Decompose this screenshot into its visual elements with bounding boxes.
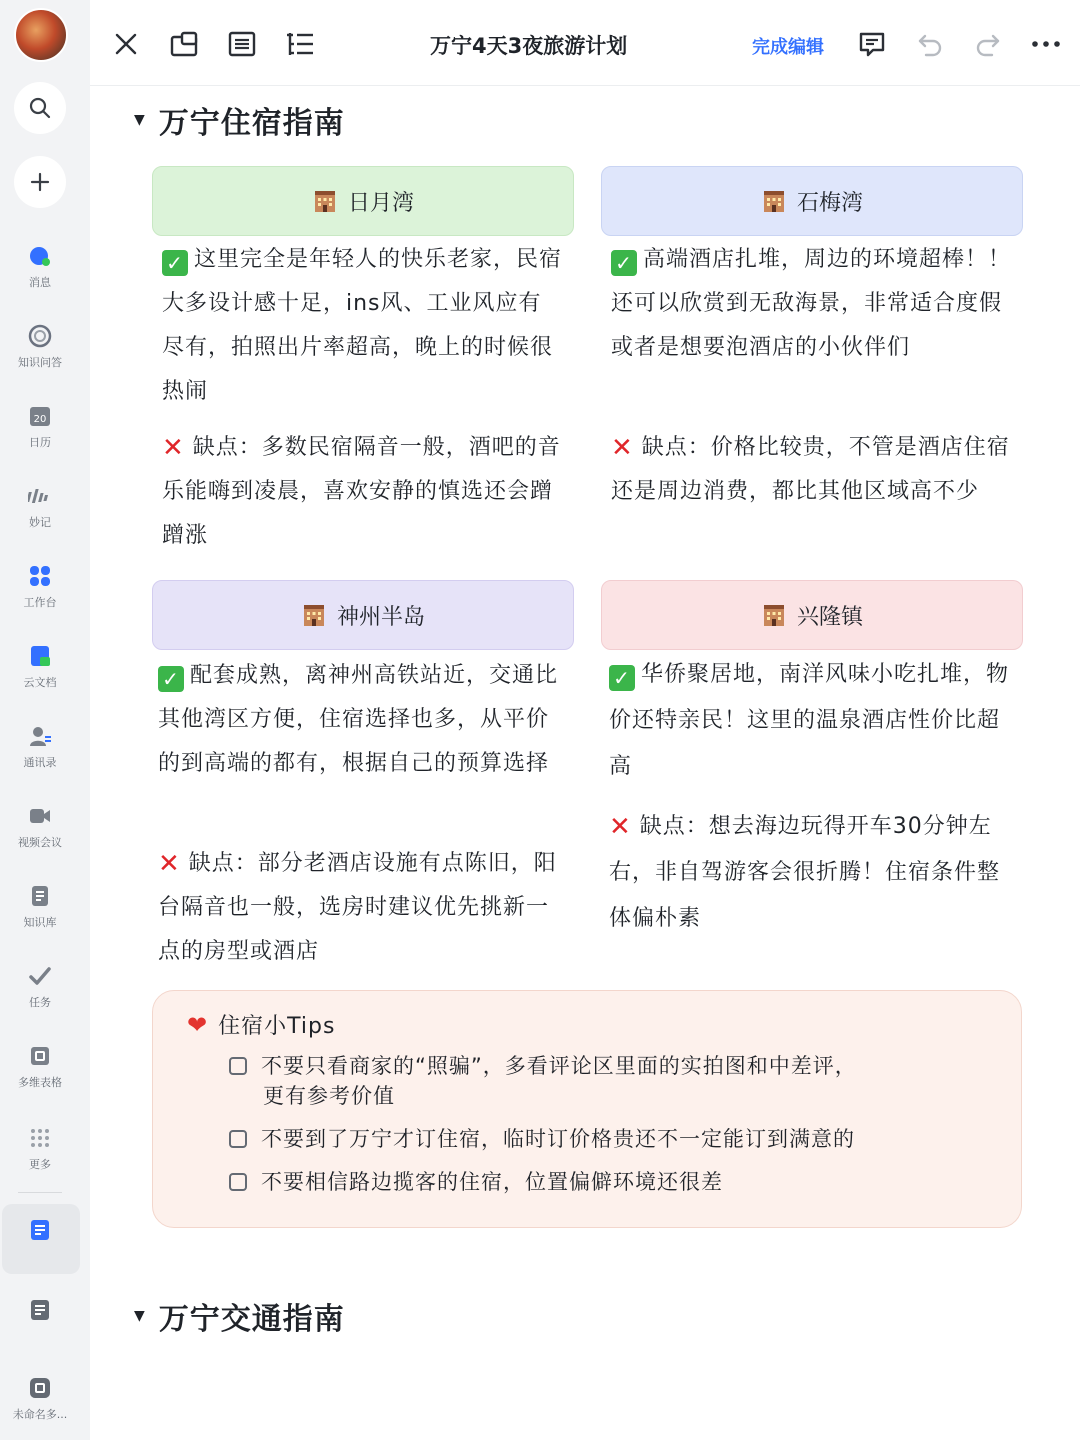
doc-title[interactable]: 万宁4天3夜旅游计划 xyxy=(430,34,628,58)
card-header-xinglongzhen xyxy=(601,580,1023,650)
open-window-button[interactable] xyxy=(168,28,200,60)
sidebar-item-video-meeting[interactable]: 视频会议 xyxy=(0,804,80,850)
check-mark-icon: ✓ xyxy=(158,666,184,692)
svg-text:20: 20 xyxy=(33,414,47,425)
tip-item-continuation: 更有参考价值 xyxy=(263,1084,395,1108)
sidebar-item-cloud-docs[interactable]: 云文档 xyxy=(0,644,80,690)
undo-icon xyxy=(916,30,944,58)
sidebar-item-messages[interactable]: 消息 xyxy=(0,244,80,290)
outline-icon xyxy=(228,30,256,58)
message-icon xyxy=(28,244,52,268)
cross-mark-icon: ✕ xyxy=(162,433,185,463)
card-con-shimeiwan: ✕ 缺点：价格比较贵，不管是酒店住宿还是周边消费，都比其他区域高不少 xyxy=(611,433,1010,504)
card-header-riyuewan xyxy=(152,166,574,236)
sidebar-divider xyxy=(18,1192,62,1193)
task-icon xyxy=(28,964,52,988)
sidebar-item-more[interactable]: 更多 xyxy=(0,1126,80,1172)
calendar-icon xyxy=(28,404,52,428)
hotel-icon xyxy=(312,188,338,214)
more-menu-button[interactable] xyxy=(1030,28,1062,60)
outline-button[interactable] xyxy=(226,28,258,60)
new-window-icon xyxy=(169,30,199,58)
sidebar-item-contacts[interactable]: 通讯录 xyxy=(0,724,80,770)
checkbox[interactable] xyxy=(229,1173,247,1191)
table-of-contents-button[interactable] xyxy=(284,28,316,60)
collapse-triangle-icon[interactable]: ▼ xyxy=(134,1308,145,1324)
tips-title: ❤ 住宿小Tips xyxy=(187,1010,336,1039)
undo-button[interactable] xyxy=(914,28,946,60)
plus-icon xyxy=(29,171,51,193)
section-title: 万宁交通指南 xyxy=(158,1302,345,1337)
checkbox[interactable] xyxy=(229,1057,247,1075)
card-header-shimeiwan xyxy=(601,166,1023,236)
tip-item: 不要到了万宁才订住宿，临时订价格贵还不一定能订到满意的 xyxy=(229,1124,855,1154)
card-con-shenzhoubandao: ✕ 缺点：部分老酒店设施有点陈旧，阳台隔音也一般，选房时建议优先挑新一点的房型或酒店 xyxy=(158,849,557,964)
section-title: 万宁住宿指南 xyxy=(158,106,345,141)
more-horizontal-icon xyxy=(1031,39,1061,49)
done-editing-button[interactable]: 完成编辑 xyxy=(752,37,824,58)
check-mark-icon: ✓ xyxy=(611,250,637,276)
comment-button[interactable] xyxy=(856,28,888,60)
base-icon xyxy=(28,1044,52,1068)
card-title: 神州半岛 xyxy=(336,604,425,630)
sidebar-item-wiki[interactable]: 知识库 xyxy=(0,884,80,930)
comment-icon xyxy=(858,30,886,58)
sidebar-item-base[interactable]: 多维表格 xyxy=(0,1044,80,1090)
heart-icon: ❤ xyxy=(187,1010,209,1039)
sidebar-item-workplace[interactable]: 工作台 xyxy=(0,564,80,610)
hotel-icon xyxy=(761,602,787,628)
contacts-icon xyxy=(28,724,52,748)
doc-icon xyxy=(28,1218,52,1242)
hotel-icon xyxy=(301,602,327,628)
close-icon xyxy=(113,31,139,57)
card-pro-shimeiwan: ✓ 高端酒店扎堆，周边的环境超棒！！还可以欣赏到无敌海景，非常适合度假或者是想要泡酒店的小伙伴们 xyxy=(611,247,1012,360)
sidebar-item-qa[interactable]: 知识问答 xyxy=(0,324,80,370)
video-meeting-icon xyxy=(28,804,52,828)
close-button[interactable] xyxy=(110,28,142,60)
collapse-triangle-icon[interactable]: ▼ xyxy=(134,112,145,128)
card-pro-xinglongzhen: ✓ 华侨聚居地，南洋风味小吃扎堆，物价还特亲民！这里的温泉酒店性价比超高 xyxy=(609,662,1010,779)
sidebar-pinned-doc-1[interactable] xyxy=(0,1218,80,1242)
workplace-icon xyxy=(28,564,52,588)
card-con-xinglongzhen: ✕ 缺点：想去海边玩得开车30分钟左右，非自驾游客会很折腾！住宿条件整体偏朴素 xyxy=(609,812,1001,931)
card-con-riyuewan: ✕ 缺点：多数民宿隔音一般，酒吧的音乐能嗨到凌晨，喜欢安静的慎选还会蹭蹭涨 xyxy=(162,433,561,548)
sidebar-pinned-base[interactable]: 未命名多... xyxy=(0,1376,80,1422)
cross-mark-icon: ✕ xyxy=(158,849,181,879)
card-pro-riyuewan: ✓ 这里完全是年轻人的快乐老家，民宿大多设计感十足，ins风、工业风应有尽有，拍照出片率超高，晚上的时候很热闹 xyxy=(162,247,563,404)
sidebar-item-calendar[interactable]: 20 日历 xyxy=(0,404,80,450)
create-button[interactable] xyxy=(14,156,66,208)
doc-toolbar xyxy=(90,0,1080,86)
avatar[interactable] xyxy=(14,8,68,62)
card-pro-shenzhoubandao: ✓ 配套成熟，离神州高铁站近，交通比其他湾区方便，住宿选择也多，从平价的到高端的都有，根据自己的预算选择 xyxy=(158,663,559,776)
doc-icon xyxy=(28,1298,52,1322)
cross-mark-icon: ✕ xyxy=(611,433,634,463)
sidebar-item-minutes[interactable]: 妙记 xyxy=(0,484,80,530)
cloud-doc-icon xyxy=(28,644,52,668)
base-icon xyxy=(28,1376,52,1400)
card-title: 兴隆镇 xyxy=(796,604,863,630)
section-heading-transport[interactable] xyxy=(134,1294,345,1338)
checkbox[interactable] xyxy=(229,1130,247,1148)
sidebar xyxy=(0,0,90,1440)
redo-button[interactable] xyxy=(972,28,1004,60)
tips-callout xyxy=(152,990,1022,1228)
list-tree-icon xyxy=(285,30,315,58)
tip-item: 不要相信路边揽客的住宿，位置偏僻环境还很差 xyxy=(229,1167,723,1197)
search-button[interactable] xyxy=(14,82,66,134)
card-title: 日月湾 xyxy=(347,190,414,216)
more-grid-icon xyxy=(28,1126,52,1150)
section-heading-accommodation[interactable] xyxy=(134,98,345,142)
hotel-icon xyxy=(761,188,787,214)
cross-mark-icon: ✕ xyxy=(609,812,632,842)
card-header-shenzhoubandao xyxy=(152,580,574,650)
qa-icon xyxy=(28,324,52,348)
sidebar-item-task[interactable]: 任务 xyxy=(0,964,80,1010)
minutes-icon xyxy=(28,484,52,508)
wiki-icon xyxy=(28,884,52,908)
search-icon xyxy=(28,96,52,120)
redo-icon xyxy=(974,30,1002,58)
tip-item: 不要只看商家的“照骗”，多看评论区里面的实拍图和中差评， xyxy=(229,1051,857,1081)
sidebar-pinned-doc-2[interactable] xyxy=(0,1298,80,1322)
card-title: 石梅湾 xyxy=(796,190,863,216)
check-mark-icon: ✓ xyxy=(609,665,635,691)
check-mark-icon: ✓ xyxy=(162,250,188,276)
